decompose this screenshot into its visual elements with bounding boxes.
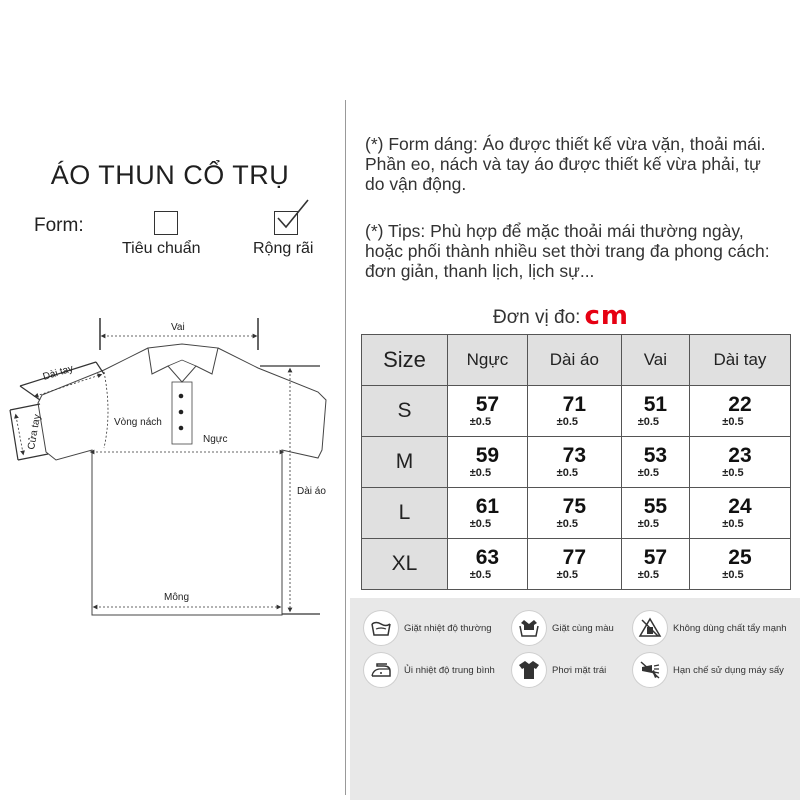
- tolerance-value: ±0.5: [556, 569, 579, 581]
- care-label: Ủi nhiệt độ trung bình: [404, 664, 495, 676]
- table-row: [362, 539, 791, 590]
- color-wash-icon: [512, 611, 546, 645]
- measurement-cell: [621, 539, 689, 590]
- cua-tay-label: Cửa tay: [26, 413, 44, 451]
- tolerance-value: ±0.5: [637, 467, 660, 479]
- option-standard-label: Tiêu chuẩn: [122, 240, 201, 257]
- unit-value: cm: [584, 301, 629, 331]
- tolerance-value: ±0.5: [637, 416, 660, 428]
- header-size: Size: [362, 335, 448, 386]
- care-label: Giặt cùng màu: [552, 622, 614, 634]
- measurement-value: 57: [643, 546, 668, 569]
- header-vai: Vai: [621, 335, 689, 386]
- table-header-row: [362, 335, 791, 386]
- measurement-value: 73: [562, 444, 587, 467]
- tolerance-value: ±0.5: [722, 416, 744, 428]
- dai-tay-label: Dài tay: [41, 363, 75, 383]
- dai-ao-label: Dài áo: [297, 486, 326, 497]
- tolerance-value: ±0.5: [637, 518, 660, 530]
- care-item: [364, 653, 495, 687]
- tolerance-value: ±0.5: [722, 569, 744, 581]
- care-item: [364, 611, 492, 645]
- measurement-cell: [448, 386, 528, 437]
- care-item: [633, 653, 784, 687]
- panel-divider: [345, 100, 346, 795]
- measurement-value: 71: [562, 393, 587, 416]
- tolerance-value: ±0.5: [469, 569, 492, 581]
- no-dryer-icon: [633, 653, 667, 687]
- measurement-cell: [527, 488, 621, 539]
- size-cell: XL: [362, 539, 448, 590]
- product-title: ÁO THUN CỔ TRỤ: [50, 160, 290, 190]
- size-cell: S: [362, 386, 448, 437]
- measurement-cell: [448, 539, 528, 590]
- nguc-label: Ngực: [203, 434, 228, 445]
- measurement-cell: [527, 437, 621, 488]
- iron-icon: [364, 653, 398, 687]
- measurement-value: 51: [643, 393, 668, 416]
- tolerance-value: ±0.5: [469, 416, 492, 428]
- no-bleach-icon: [633, 611, 667, 645]
- measurement-value: 23: [728, 444, 752, 467]
- size-cell: M: [362, 437, 448, 488]
- table-row: [362, 437, 791, 488]
- care-label: Giặt nhiệt độ thường: [404, 622, 492, 634]
- measurement-cell: [527, 539, 621, 590]
- measurement-value: 59: [475, 444, 500, 467]
- tips-description: (*) Tips: Phù hợp để mặc thoải mái thường ngày, hoặc phối thành nhiều set thời trang đa phong cách: đơn giản, thanh lịch, lịch sự...: [365, 221, 770, 281]
- care-item: [633, 611, 787, 645]
- tolerance-value: ±0.5: [469, 518, 492, 530]
- measurement-cell: [448, 437, 528, 488]
- form-description: (*) Form dáng: Áo được thiết kế vừa vặn, thoải mái. Phần eo, nách và tay áo được thiết kế vừa phải, tự do vận động.: [365, 134, 766, 194]
- tolerance-value: ±0.5: [556, 416, 579, 428]
- measurement-cell: [689, 437, 790, 488]
- tolerance-value: ±0.5: [469, 467, 492, 479]
- measurement-value: 24: [728, 495, 752, 518]
- header-dai-ao: Dài áo: [527, 335, 621, 386]
- form-label: Form:: [34, 215, 84, 236]
- care-label: Hạn chế sử dụng máy sấy: [673, 664, 784, 676]
- measurement-value: 55: [643, 495, 668, 518]
- measurement-cell: [689, 386, 790, 437]
- measurement-cell: [621, 488, 689, 539]
- measurement-cell: [448, 488, 528, 539]
- measurement-value: 22: [728, 393, 752, 416]
- measurement-cell: [621, 386, 689, 437]
- option-loose-label: Rộng rãi: [253, 240, 314, 257]
- care-instructions: [350, 598, 800, 800]
- tolerance-value: ±0.5: [637, 569, 660, 581]
- table-row: [362, 386, 791, 437]
- standard-checkbox: [154, 211, 178, 235]
- size-cell: L: [362, 488, 448, 539]
- tolerance-value: ±0.5: [722, 518, 744, 530]
- measurement-value: 57: [475, 393, 500, 416]
- size-table: [361, 334, 791, 590]
- measurement-cell: [621, 437, 689, 488]
- unit-line: [493, 300, 629, 330]
- measurement-cell: [689, 539, 790, 590]
- vai-label: Vai: [171, 322, 185, 333]
- wash-icon: [364, 611, 398, 645]
- measurement-cell: [527, 386, 621, 437]
- shirt-inside-icon: [512, 653, 546, 687]
- measurement-cell: [689, 488, 790, 539]
- unit-label: Đơn vị đo:: [493, 307, 581, 328]
- tolerance-value: ±0.5: [722, 467, 744, 479]
- measurement-value: 75: [562, 495, 587, 518]
- header-dai-tay: Dài tay: [689, 335, 790, 386]
- care-item: [512, 653, 606, 687]
- table-row: [362, 488, 791, 539]
- care-item: [512, 611, 614, 645]
- measurement-value: 25: [728, 546, 752, 569]
- measurement-value: 53: [643, 444, 668, 467]
- measurement-value: 61: [475, 495, 500, 518]
- measurement-value: 77: [562, 546, 587, 569]
- tolerance-value: ±0.5: [556, 518, 579, 530]
- care-label: Phơi mặt trái: [552, 664, 607, 676]
- mong-label: Mông: [164, 592, 190, 603]
- measurement-value: 63: [475, 546, 500, 569]
- care-label: Không dùng chất tẩy mạnh: [673, 622, 787, 634]
- checkmark-icon: [272, 196, 312, 236]
- header-nguc: Ngực: [448, 335, 528, 386]
- shirt-diagram: [0, 300, 345, 630]
- tolerance-value: ±0.5: [556, 467, 579, 479]
- vong-nach-label: Vòng nách: [114, 417, 162, 428]
